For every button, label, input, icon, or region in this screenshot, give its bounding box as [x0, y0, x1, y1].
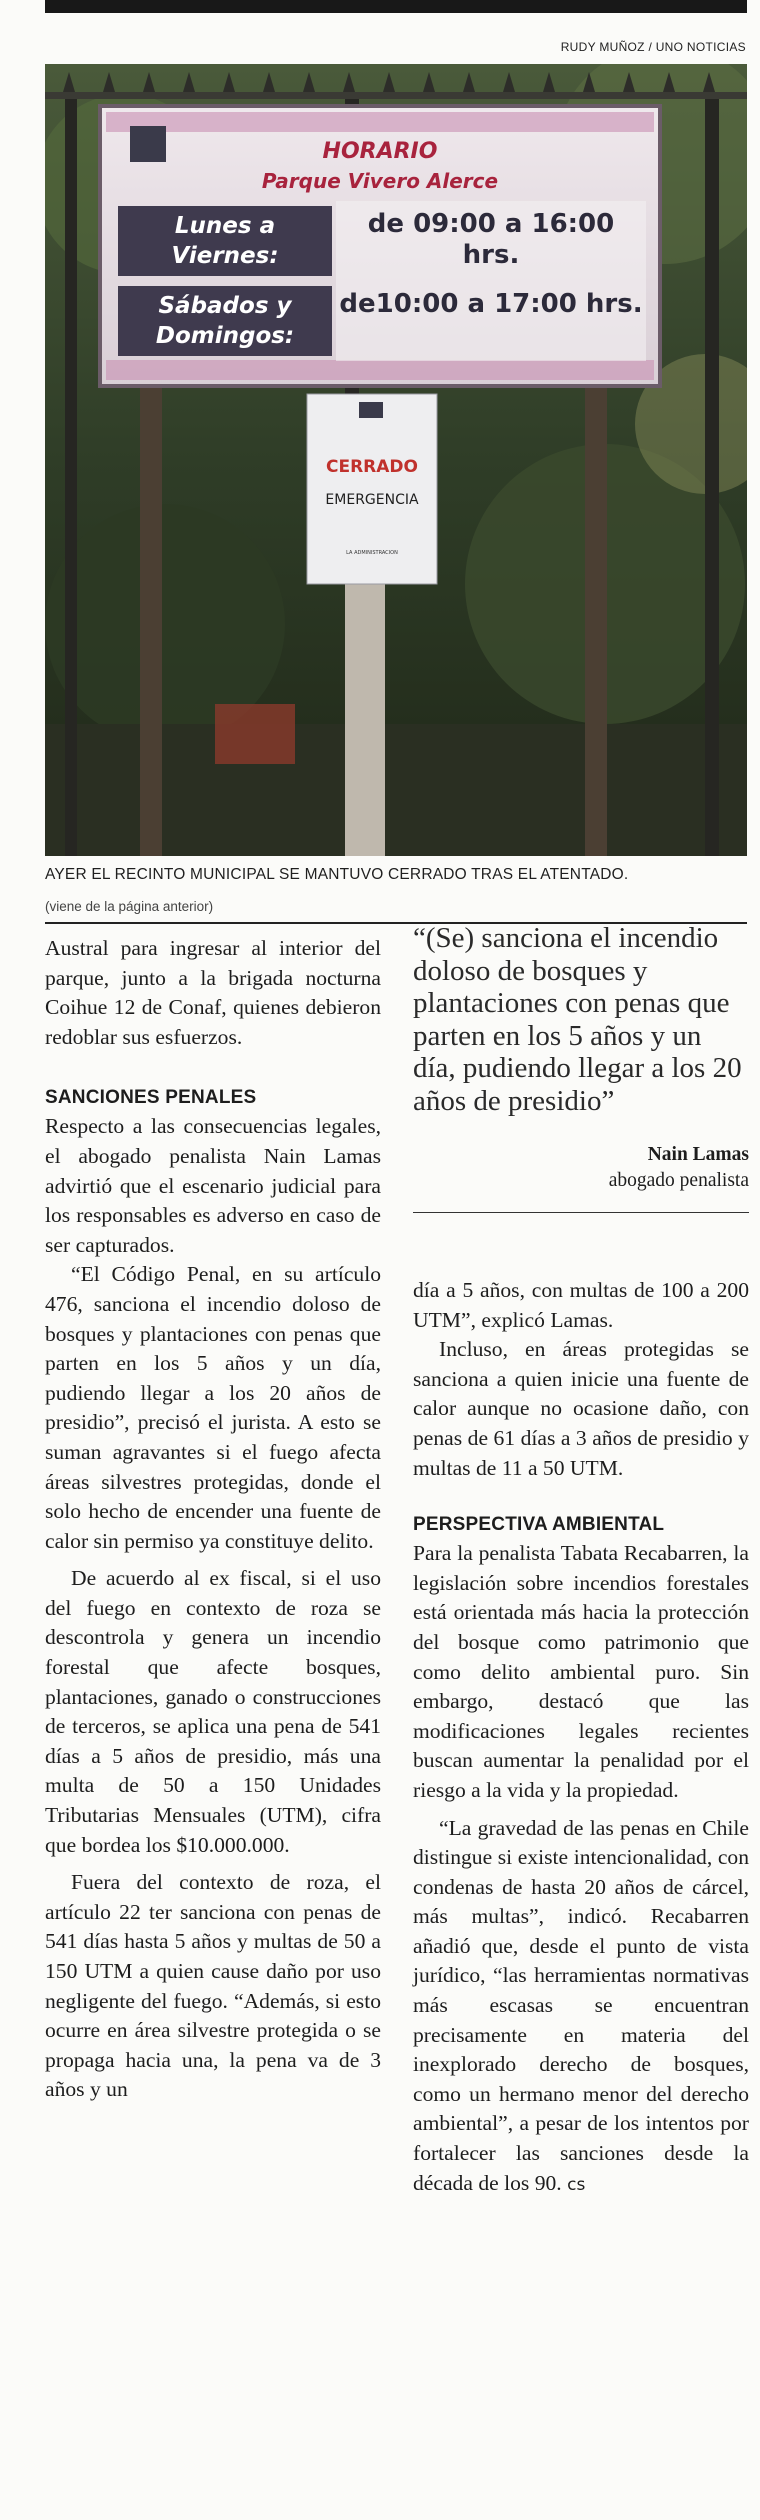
paragraph-6: Para la penalista Tabata Recabarren, la legislación sobre incendios forestales está orientada más hacia la protección del bosque como patrimonio que como delito ambiental puro. Sin embargo, destacó que las modificaciones legales recientes buscan aumentar la penalidad por el riesgo a la vida y la propiedad. [413, 1541, 749, 1802]
paragraph-3: De acuerdo al ex fiscal, si el uso del fuego en contexto de roza se descontrola y genera un incendio forestal que afecte bosques, plantaciones, ganado o construcciones de terceros, se aplica una pena de 541 días a 5 años de presidio, más una multa de 50 a 150 Unidades Tributarias Mensuales (UTM), cifra que bordea los $10.000.000. [45, 1566, 381, 1857]
sign-weekday-hours: de 09:00 a 16:00 hrs. [367, 209, 615, 270]
notice-title: CERRADO [326, 457, 418, 477]
sign-weekend-label: Sábados y Domingos: [155, 293, 295, 349]
photo-caption: AYER EL RECINTO MUNICIPAL SE MANTUVO CERRADO TRAS EL ATENTADO. [45, 866, 629, 883]
header-bar [45, 0, 747, 13]
paragraph-7-wrap [413, 1814, 749, 2201]
subhead-perspectiva: PERSPECTIVA AMBIENTAL [413, 1514, 665, 1536]
subhead-sanciones: SANCIONES PENALES [45, 1087, 257, 1109]
article-column-right [413, 1276, 749, 2200]
sign-weekday-label: Lunes a Viernes: [171, 213, 279, 269]
paragraph-1: Respecto a las consecuencias legales, el abogado penalista Nain Lamas advirtió que el escenario judicial para los responsables es adverso en caso de ser capturados. [45, 1114, 381, 1257]
notice-subtitle: EMERGENCIA [325, 492, 419, 508]
article-column-left [45, 934, 381, 2105]
paragraph-continued: día a 5 años, con multas de 100 a 200 UTM”, explicó Lamas. [413, 1278, 749, 1332]
end-mark-icon: cs [567, 2174, 586, 2195]
notice-signature: LA ADMINISTRACION [346, 550, 398, 556]
paragraph-4: Fuera del contexto de roza, el artículo 22 ter sanciona con penas de 541 días hasta 5 años y multas de 50 a 150 UTM a quien cause daño por uso negligente del fuego. “Además, si esto ocurre en área silvestre protegida o se propaga hacia una, la pena va de 3 años y un [45, 1870, 381, 2102]
pull-quote-role: abogado penalista [608, 1170, 749, 1191]
photo-credit: RUDY MUÑOZ / UNO NOTICIAS [560, 40, 746, 54]
pull-quote-rule [413, 1212, 749, 1213]
paragraph-7: “La gravedad de las penas en Chile distingue si existe intencionalidad, con condenas de hasta 20 años de cárcel, más multas”, indicó. Recabarren añadió que, desde el punto de vista jurídico, “las herramientas normativas más escasas se encuentran precisamente en materia del inexplorado derecho de bosques, como un hermano menor del derecho ambiental”, a pesar de los intentos por fortalecer las sanciones desde la década de los 90. [413, 1815, 749, 2195]
paragraph-2: “El Código Penal, en su artículo 476, sanciona el incendio doloso de bosques y plantaciones con penas que parten en los 5 años y un día, pudiendo llegar a los 20 años de presidio”, precisó el jurista. A esto se suman agravantes si el fuego afecta áreas silvestres protegidas, donde el solo hecho de encender una fuente de calor sin permiso ya constituye delito. [45, 1262, 381, 1553]
pull-quote [413, 922, 749, 1213]
sign-weekend-hours: de10:00 a 17:00 hrs. [339, 289, 643, 319]
paragraph-5: Incluso, en áreas protegidas se sanciona a quien inicie una fuente de calor aunque no ocasione daño, con penas de 61 días a 3 años de presidio y multas de 11 a 50 UTM. [413, 1337, 749, 1480]
pull-quote-text: “(Se) sanciona el incendio doloso de bosques y plantaciones con penas que parten en los 5 años y un día, pudiendo llegar a los 20 años de presidio” [413, 922, 742, 1117]
sign-subtitle: Parque Vivero Alerce [261, 169, 499, 193]
continued-note: (viene de la página anterior) [45, 899, 214, 914]
pull-quote-author: Nain Lamas [647, 1144, 749, 1165]
sign-title: HORARIO [322, 139, 438, 164]
news-photo [45, 64, 747, 856]
paragraph-intro: Austral para ingresar al interior del parque, junto a la brigada nocturna Coihue 12 de Conaf, quienes debieron redoblar sus esfuerzos. [45, 936, 381, 1049]
